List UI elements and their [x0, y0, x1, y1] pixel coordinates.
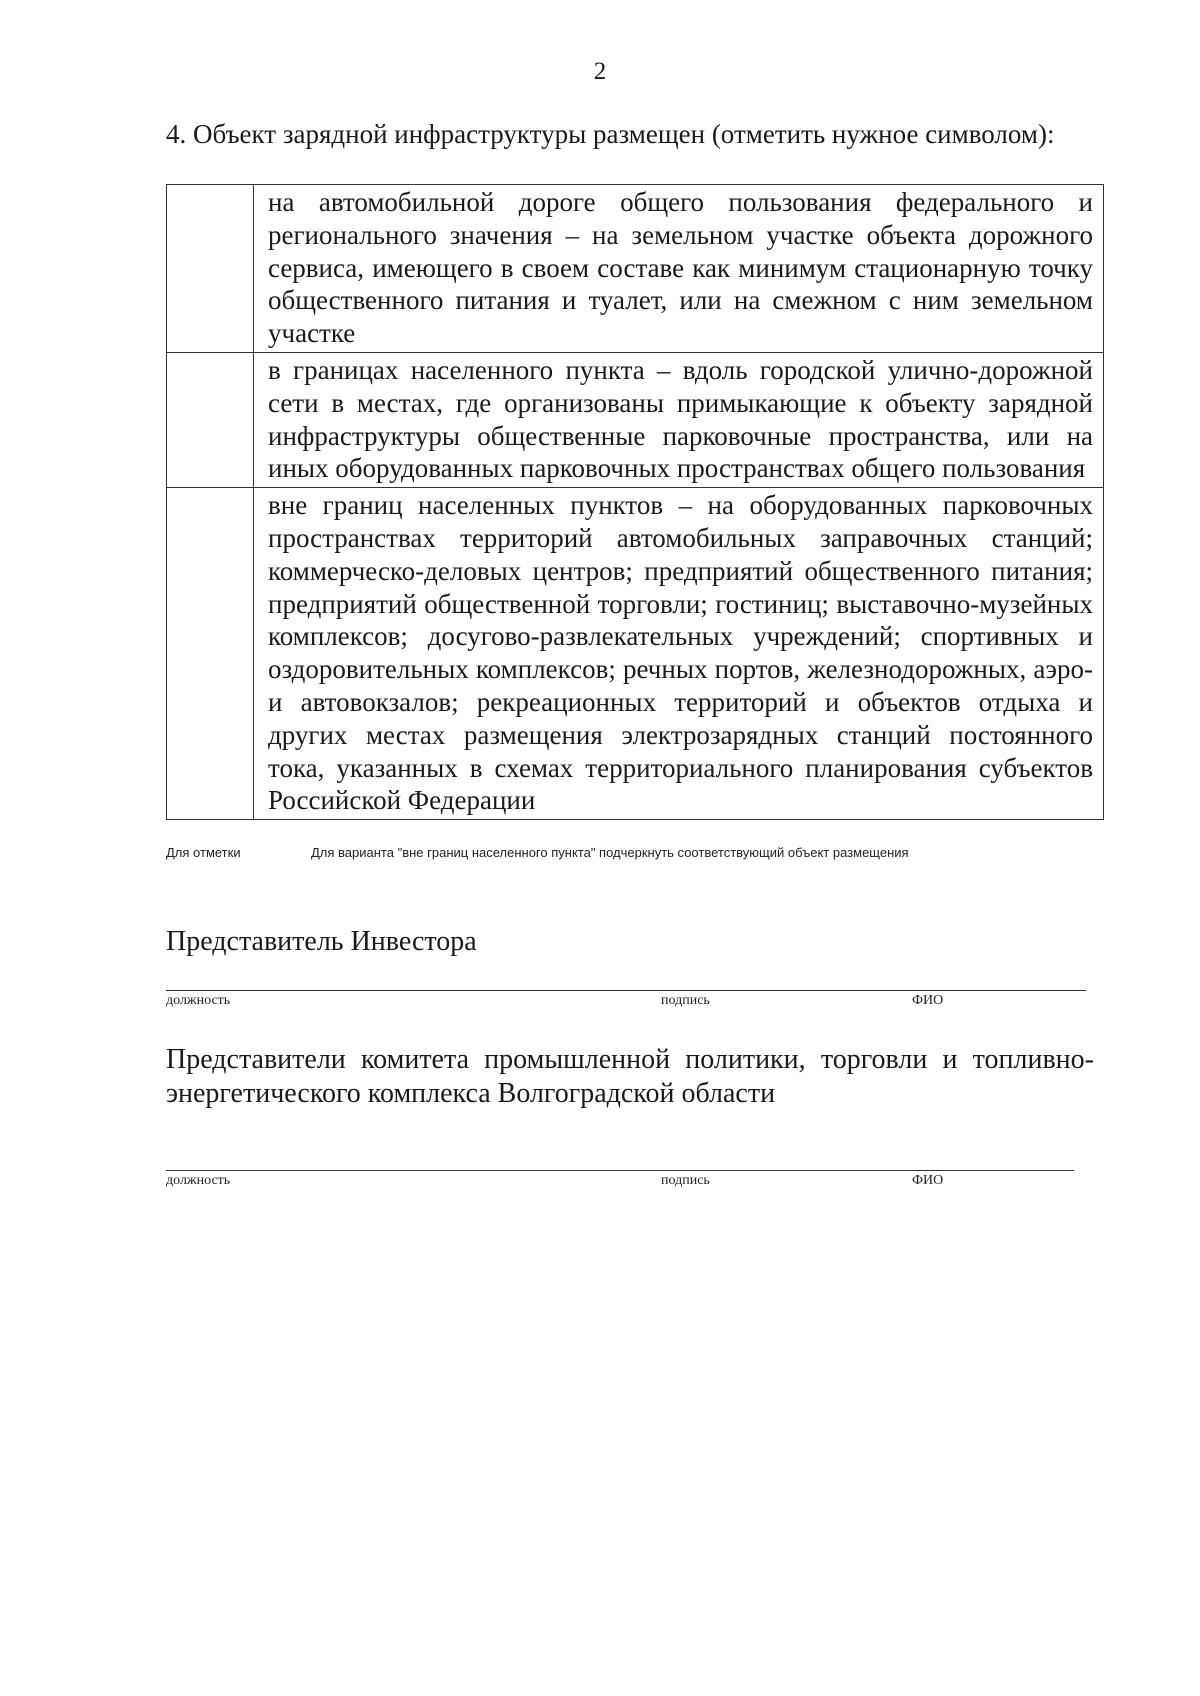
committee-representatives-title: Представители комитета промышленной политики, торговли и топливно-энергетического комплекса Волгоградской области [166, 1044, 1094, 1109]
committee-position-label: должность [166, 1173, 231, 1188]
mark-checkbox-option-1[interactable] [167, 185, 254, 353]
investor-name-label: ФИО [912, 993, 944, 1008]
investor-signature-line[interactable] [166, 990, 1086, 991]
table-row [167, 488, 1104, 820]
investor-representative-title: Представитель Инвестора [166, 926, 477, 957]
mark-column-caption: Для отметки [166, 845, 241, 860]
underline-note-caption: Для варианта "вне границ населенного пункта" подчеркнуть соответствующий объект размещения [311, 845, 909, 860]
option-text-settlement: в границах населенного пункта – вдоль городской улично-дорожной сети в местах, где организованы примыкающие к объекту зарядной инфраструктуры общественные парковочные пространства, или на иных оборудованных парковочных пространствах общего пользования [254, 352, 1104, 487]
option-text-highway: на автомобильной дороге общего пользования федерального и регионального значения – на земельном участке объекта дорожного сервиса, имеющего в своем составе как минимум стационарную точку общественного питания и туалет, или на смежном с ним земельном участке [254, 185, 1104, 353]
investor-signature-label: подпись [661, 993, 710, 1008]
mark-checkbox-option-3[interactable] [167, 488, 254, 820]
page-number: 2 [593, 58, 607, 85]
placement-options-table [166, 184, 1104, 820]
mark-checkbox-option-2[interactable] [167, 352, 254, 487]
section-heading: 4. Объект зарядной инфраструктуры размещен (отметить нужное символом): [166, 119, 1055, 149]
committee-name-label: ФИО [912, 1173, 944, 1188]
committee-signature-line[interactable] [166, 1170, 1074, 1171]
investor-position-label: должность [166, 993, 231, 1008]
option-text-outside-settlement: вне границ населенных пунктов – на оборудованных парковочных пространствах территорий автомобильных заправочных станций; коммерческо-деловых центров; предприятий общественного питания; предприятий общественной торговли; гостиниц; выставочно-музейных комплексов; досугово-развлекательных учреждений; спортивных и оздоровительных комплексов; речных портов, железнодорожных, аэро- и автовокзалов; рекреационных территорий и объектов отдыха и других местах размещения электрозарядных станций постоянного тока, указанных в схемах территориального планирования субъектов Российской Федерации [254, 488, 1104, 820]
table-row [167, 185, 1104, 353]
committee-signature-label: подпись [661, 1173, 710, 1188]
table-row [167, 352, 1104, 487]
